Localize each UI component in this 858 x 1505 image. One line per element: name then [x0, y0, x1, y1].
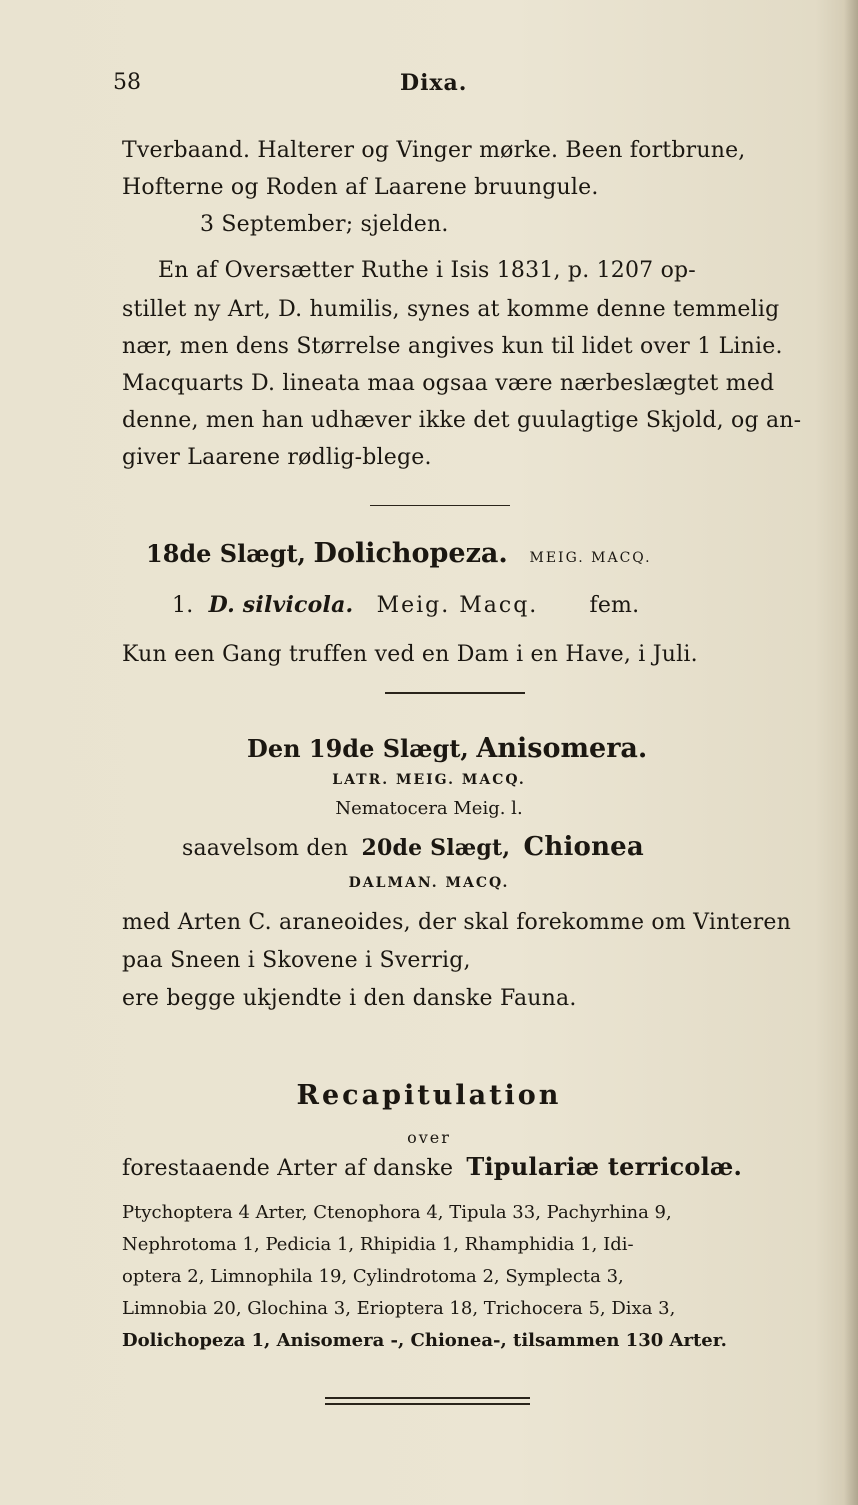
text-line: med Arten C. araneoides, der skal forekomme om Vinteren	[122, 910, 792, 935]
section-18-prefix: 18de Slægt,	[146, 539, 306, 568]
section-divider	[385, 692, 525, 694]
species-sex: fem.	[589, 593, 640, 618]
section-19-heading	[247, 733, 647, 764]
species-author: Meig. Macq.	[376, 593, 539, 618]
species-name: D. silvicola.	[208, 592, 354, 618]
recap-title: Recapitulation	[296, 1080, 562, 1111]
recap-sub: over	[407, 1128, 451, 1147]
recap-line-text: forestaaende Arter af danske	[122, 1156, 454, 1181]
end-rule-bottom	[325, 1403, 530, 1405]
text-line: stillet ny Art, D. humilis, synes at komme denne temmelig	[122, 297, 780, 322]
summary-line: Nephrotoma 1, Pedicia 1, Rhipidia 1, Rhamphidia 1, Idi-	[122, 1234, 634, 1255]
section-19-genus: Anisomera.	[476, 733, 648, 764]
recap-line	[122, 1152, 742, 1181]
text-line: Tverbaand. Halterer og Vinger mørke. Been fortbrune,	[122, 138, 746, 163]
section-20-heading	[182, 832, 644, 862]
section-18-heading	[146, 538, 652, 569]
text-line: 3 September; sjelden.	[200, 212, 449, 237]
section-19-synonym: Nematocera Meig. l.	[335, 798, 523, 819]
species-note: Kun een Gang truffen ved en Dam i en Have, i Juli.	[122, 642, 698, 667]
text-line: ere begge ukjendte i den danske Fauna.	[122, 986, 577, 1011]
running-title: Dixa.	[400, 70, 468, 96]
section-divider	[370, 505, 510, 506]
text-line: giver Laarene rødlig-blege.	[122, 445, 432, 470]
text-line: Macquarts D. lineata maa ogsaa være nærbeslægtet med	[122, 371, 775, 396]
summary-line: optera 2, Limnophila 19, Cylindrotoma 2, Symplecta 3,	[122, 1266, 624, 1287]
text-line: paa Sneen i Skovene i Sverrig,	[122, 948, 471, 973]
section-18-authors: MEIG. MACQ.	[529, 550, 652, 566]
end-rule-top	[325, 1397, 530, 1399]
text-line: denne, men han udhæver ikke det guulagtige Skjold, og an-	[122, 408, 802, 433]
text-line: En af Oversætter Ruthe i Isis 1831, p. 1207 op-	[158, 258, 696, 283]
section-20-genus: Chionea	[523, 832, 644, 862]
page-edge-shadow	[844, 0, 858, 1505]
section-20-authors: DALMAN. MACQ.	[348, 875, 510, 891]
species-line	[172, 592, 639, 618]
section-20-label: 20de Slægt,	[361, 835, 511, 861]
recap-genus-title: Tipulariæ terricolæ.	[466, 1152, 743, 1181]
text-line: nær, men dens Størrelse angives kun til lidet over 1 Linie.	[122, 334, 783, 359]
summary-line: Ptychoptera 4 Arter, Ctenophora 4, Tipula 33, Pachyrhina 9,	[122, 1202, 672, 1223]
species-number: 1.	[172, 593, 194, 618]
section-19-prefix: Den 19de Slægt,	[247, 734, 469, 763]
summary-line: Dolichopeza 1, Anisomera -, Chionea-, tilsammen 130 Arter.	[122, 1330, 727, 1351]
section-18-genus: Dolichopeza.	[313, 538, 508, 569]
summary-line: Limnobia 20, Glochina 3, Erioptera 18, Trichocera 5, Dixa 3,	[122, 1298, 676, 1319]
text-line: Hofterne og Roden af Laarene bruungule.	[122, 175, 599, 200]
section-19-authors: LATR. MEIG. MACQ.	[332, 772, 526, 788]
page-number: 58	[113, 70, 141, 95]
section-20-prefix: saavelsom den	[182, 836, 349, 861]
